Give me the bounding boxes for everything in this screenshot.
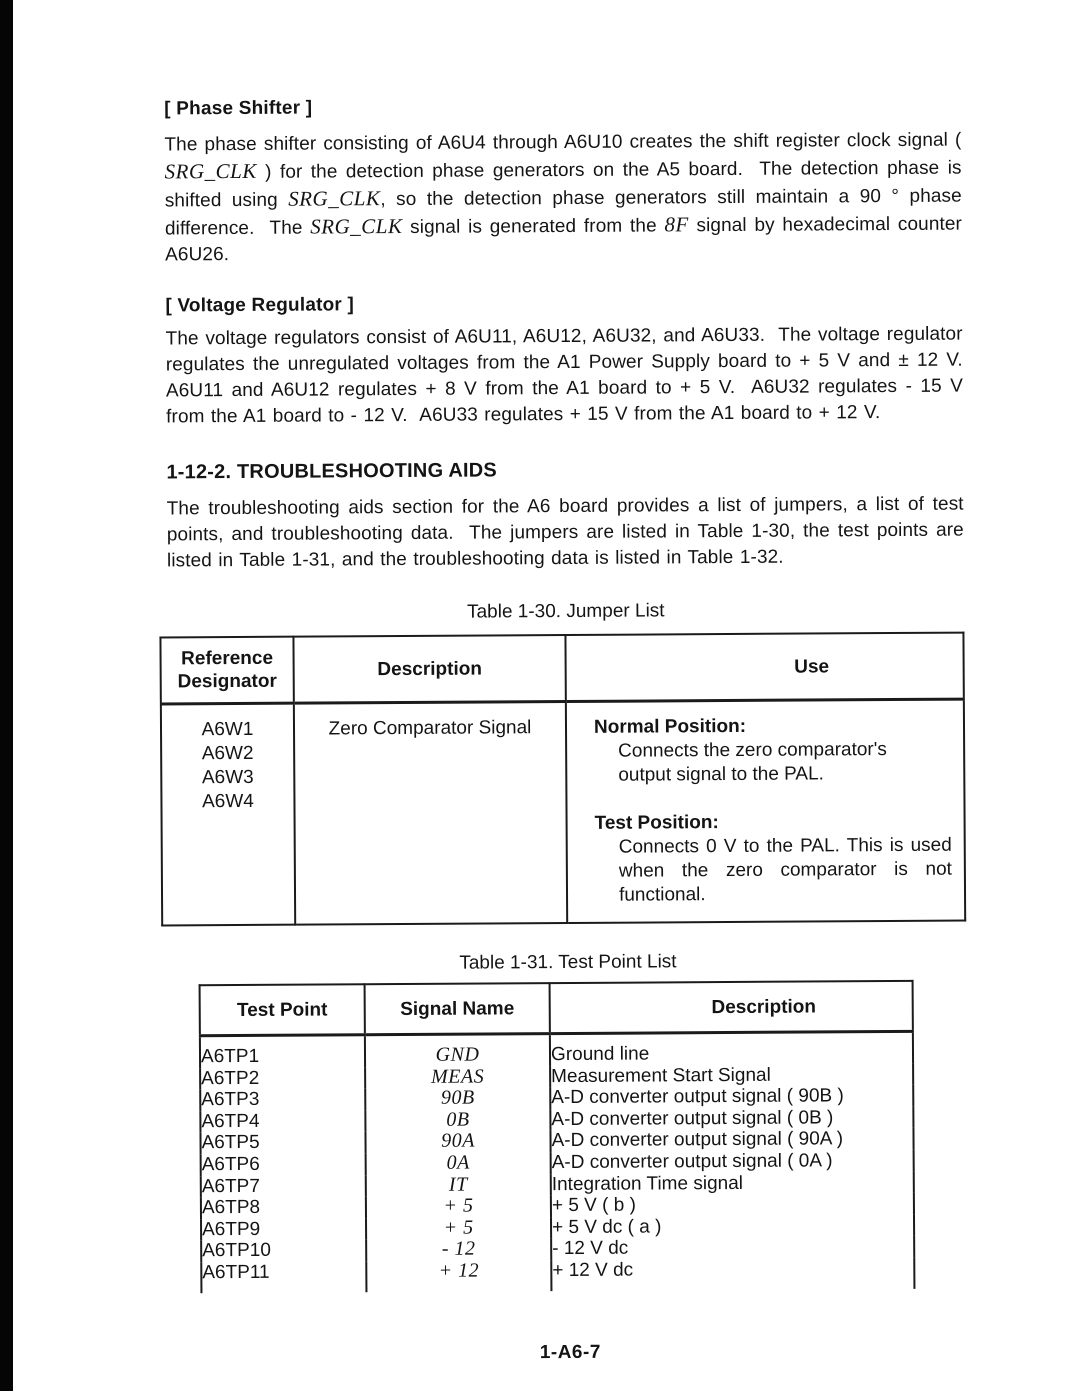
table-row — [201, 1258, 914, 1293]
signal-name: GND — [365, 1034, 550, 1067]
jumper-table-header-row — [160, 633, 963, 704]
designator: A6W1 — [201, 718, 254, 741]
troubleshooting-aids-paragraph: The troubleshooting aids section for the A6 board provides a list of jumpers, a list of test points, and troubleshooting data. The jumpers are listed in Table 1-30, the test points are listed in Table 1-31, and the troubleshooting data is listed in Table 1-32. — [166, 493, 971, 572]
test-point: A6TP11 — [201, 1261, 366, 1293]
table-row — [200, 1031, 913, 1067]
section-heading-phase-shifter: [ Phase Shifter ] — [164, 97, 313, 120]
test-position-text: Connects 0 V to the PAL. This is used — [618, 834, 952, 858]
test-point: A6TP1 — [200, 1035, 365, 1068]
normal-position-text: output signal to the PAL. — [618, 763, 824, 786]
jumper-table-row — [161, 699, 965, 925]
signal-name: - 12 — [366, 1238, 551, 1261]
section-heading-voltage-regulator: [ Voltage Regulator ] — [165, 294, 355, 317]
jumper-list-table — [159, 632, 966, 927]
signal-description: - 12 V dc — [551, 1236, 914, 1260]
use-cell — [566, 699, 965, 923]
signal-description: A-D converter output signal ( 0A ) — [551, 1150, 914, 1174]
test-point: A6TP7 — [201, 1175, 366, 1198]
signal-description: Integration Time signal — [551, 1171, 914, 1195]
test-point: A6TP6 — [201, 1153, 366, 1176]
test-position-text: functional. — [618, 884, 706, 906]
table-row — [201, 1150, 914, 1176]
signal-name: + 12 — [366, 1260, 551, 1292]
reference-designator-cell — [161, 703, 295, 925]
signal-name: MEAS — [365, 1066, 550, 1089]
signal-description: A-D converter output signal ( 90B ) — [550, 1085, 913, 1109]
signal-description: + 5 V dc ( a ) — [551, 1215, 914, 1239]
designator: A6W3 — [201, 766, 254, 789]
header-description: Description — [550, 981, 913, 1034]
test-position-text: when the zero comparator is not — [618, 858, 952, 882]
header-test-point: Test Point — [200, 984, 365, 1036]
test-point-table-caption: Table 1-31. Test Point List — [459, 951, 677, 974]
header-reference-designator: Reference Designator — [160, 637, 293, 704]
signal-name: 0A — [366, 1152, 551, 1175]
designator: A6W2 — [201, 742, 254, 765]
jumper-table-caption: Table 1-30. Jumper List — [466, 600, 665, 623]
normal-position-text: Connects the zero comparator's — [618, 739, 887, 762]
description-cell: Zero Comparator Signal — [294, 702, 567, 925]
test-position-label: Test Position: — [594, 812, 719, 834]
designator: A6W4 — [202, 790, 254, 813]
page-number: 1-A6-7 — [539, 1341, 601, 1363]
test-point: A6TP4 — [200, 1110, 365, 1133]
test-point: A6TP10 — [201, 1240, 366, 1263]
signal-name: + 5 — [366, 1195, 551, 1218]
section-heading-troubleshooting-aids: 1-12-2. TROUBLESHOOTING AIDS — [166, 459, 497, 484]
signal-name: 0B — [365, 1109, 550, 1132]
phase-shifter-paragraph: The phase shifter consisting of A6U4 through A6U10 creates the shift register clock signal ( SRG_CLK ) for the detection phase generators on the A5 board. The detection phase is shifted using SRG_CLK, so the detection phase generators still maintain a 90 ° phase difference. The SRG_CLK signal is generated from the 8F signal by hexadecimal counter A6U26. — [164, 129, 969, 266]
normal-position-label: Normal Position: — [593, 715, 747, 738]
signal-description: A-D converter output signal ( 90A ) — [550, 1128, 913, 1152]
test-point: A6TP5 — [200, 1132, 365, 1155]
voltage-regulator-paragraph: The voltage regulators consist of A6U11, A6U12, A6U32, and A6U33. The voltage regulator regulates the unregulated voltages from the A1 Power Supply board to + 5 V and ± 12 V. A6U11 and A6U12 regulates + 8 V from the A1 board to + 5 V. A6U32 regulates - 15 V from the A1 board to - 12 V. A6U33 regulates + 15 V from the A1 board to + 12 V. — [165, 323, 976, 428]
test-point: A6TP3 — [200, 1088, 365, 1111]
test-point: A6TP8 — [201, 1196, 366, 1219]
test-point-list-table — [199, 980, 916, 1293]
test-point: A6TP2 — [200, 1067, 365, 1090]
header-use: Use — [565, 633, 963, 702]
signal-name: 90A — [365, 1130, 550, 1153]
header-signal-name: Signal Name — [365, 983, 550, 1035]
signal-description: Measurement Start Signal — [550, 1063, 913, 1087]
signal-description: + 5 V ( b ) — [551, 1193, 914, 1217]
test-point-table-header-row — [200, 981, 913, 1036]
signal-description: Ground line — [550, 1031, 913, 1065]
test-point: A6TP9 — [201, 1218, 366, 1241]
scan-edge-artifact — [0, 0, 13, 1391]
signal-name: + 5 — [366, 1217, 551, 1240]
page-content — [164, 86, 976, 1367]
signal-description: + 12 V dc — [551, 1258, 914, 1291]
signal-name: 90B — [365, 1087, 550, 1110]
signal-name: IT — [366, 1174, 551, 1197]
signal-description: A-D converter output signal ( 0B ) — [550, 1107, 913, 1131]
header-description: Description — [293, 635, 565, 703]
